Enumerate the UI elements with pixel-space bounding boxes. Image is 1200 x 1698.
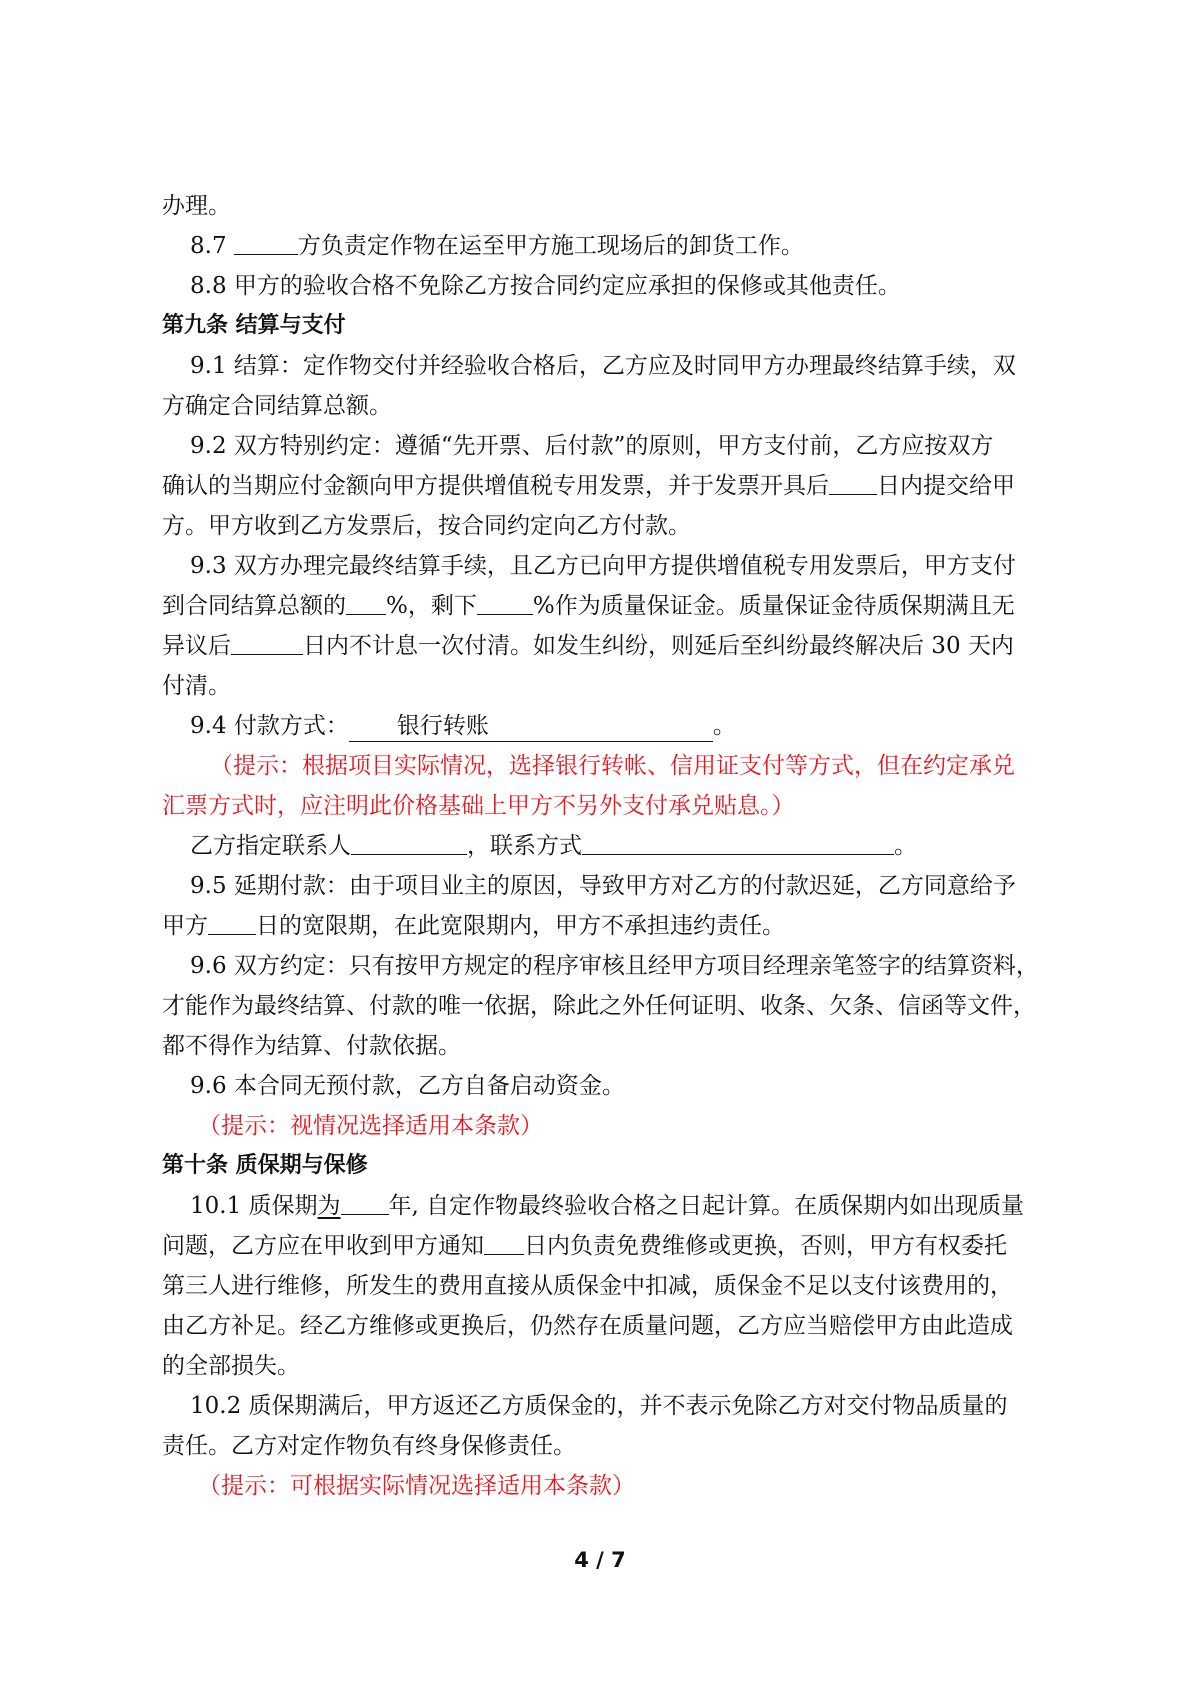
blank-field xyxy=(234,228,298,255)
clause-9-3: 9.3 双方办理完最终结算手续，且乙方已向甲方提供增值税专用发票后，甲方支付 xyxy=(190,553,1016,579)
blank-field xyxy=(346,588,386,615)
clause-9-1: 9.1 结算：定作物交付并经验收合格后，乙方应及时同甲方办理最终结算手续，双 xyxy=(190,353,1016,379)
contact-method-field xyxy=(582,828,894,855)
clause-9-4: 9.4 付款方式： 银行转账 。 xyxy=(190,706,1090,746)
text-line: 异议后 日内不计息一次付清。如发生纠纷，则延后至纠纷最终解决后 30 天内 xyxy=(162,626,1062,666)
text-line: 甲方 日的宽限期，在此宽限期内，甲方不承担违约责任。 xyxy=(162,906,1062,946)
text-line: 确认的当期应付金额向甲方提供增值税专用发票，并于发票开具后 日内提交给甲 xyxy=(162,466,1062,506)
blank-field xyxy=(341,1188,389,1215)
text-line: 由乙方补足。经乙方维修或更换后，仍然存在质量问题，乙方应当赔偿甲方由此造成 xyxy=(162,1313,1013,1339)
text-line: 责任。乙方对定作物负有终身保修责任。 xyxy=(162,1433,576,1459)
blank-field xyxy=(484,1228,524,1255)
clause-9-6: 9.6 双方约定：只有按甲方规定的程序审核且经甲方项目经理亲笔签字的结算资料， xyxy=(190,953,1039,979)
section-heading-10: 第十条 质保期与保修 xyxy=(162,1153,368,1178)
clause-10-2: 10.2 质保期满后，甲方返还乙方质保金的，并不表示免除乙方对交付物品质量的 xyxy=(190,1393,1008,1419)
contact-line: 乙方指定联系人 ，联系方式 。 xyxy=(190,826,1090,866)
text-line: 方确定合同结算总额。 xyxy=(162,393,392,419)
clause-9-2: 9.2 双方特别约定：遵循“先开票、后付款”的原则，甲方支付前，乙方应按双方 xyxy=(190,433,994,459)
text-line: 才能作为最终结算、付款的唯一依据，除此之外任何证明、收条、欠条、信函等文件， xyxy=(162,993,1036,1019)
blank-field xyxy=(829,468,877,495)
text-line: 付清。 xyxy=(162,673,231,699)
contact-person-field xyxy=(351,828,467,855)
hint-text: （提示：视情况选择适用本条款） xyxy=(198,1113,543,1139)
payment-method-field: 银行转账 xyxy=(349,711,713,742)
text-line: 都不得作为结算、付款依据。 xyxy=(162,1033,461,1059)
blank-field xyxy=(231,628,303,655)
text-line: 办理。 xyxy=(162,193,231,219)
blank-field xyxy=(208,908,256,935)
text-line: 到合同结算总额的 %，剩下 %作为质量保证金。质量保证金待质保期满且无 xyxy=(162,586,1062,626)
clause-10-1: 10.1 质保期为 年, 自定作物最终验收合格之日起计算。在质保期内如出现质量 xyxy=(190,1186,1090,1226)
text-line: 第三人进行维修，所发生的费用直接从质保金中扣减，质保金不足以支付该费用的， xyxy=(162,1273,1013,1299)
text-line: 方。甲方收到乙方发票后，按合同约定向乙方付款。 xyxy=(162,513,691,539)
section-heading-9: 第九条 结算与支付 xyxy=(162,313,346,338)
clause-9-6b: 9.6 本合同无预付款，乙方自备启动资金。 xyxy=(190,1073,625,1099)
page-number: 4 / 7 xyxy=(574,1548,626,1572)
hint-text: （提示：可根据实际情况选择适用本条款） xyxy=(198,1473,635,1499)
text-line: 的全部损失。 xyxy=(162,1353,300,1379)
hint-text: 汇票方式时，应注明此价格基础上甲方不另外支付承兑贴息。） xyxy=(162,793,795,819)
text-line: 问题，乙方应在甲收到甲方通知 日内负责免费维修或更换，否则，甲方有权委托 xyxy=(162,1226,1062,1266)
clause-8-7: 8.7 方负责定作物在运至甲方施工现场后的卸货工作。 xyxy=(190,226,1090,266)
hint-text: （提示：根据项目实际情况，选择银行转帐、信用证支付等方式，但在约定承兑 xyxy=(210,753,1015,779)
clause-9-5: 9.5 延期付款：由于项目业主的原因，导致甲方对乙方的付款迟延，乙方同意给予 xyxy=(190,873,1016,899)
blank-field xyxy=(477,588,533,615)
clause-8-8: 8.8 甲方的验收合格不免除乙方按合同约定应承担的保修或其他责任。 xyxy=(190,273,901,299)
